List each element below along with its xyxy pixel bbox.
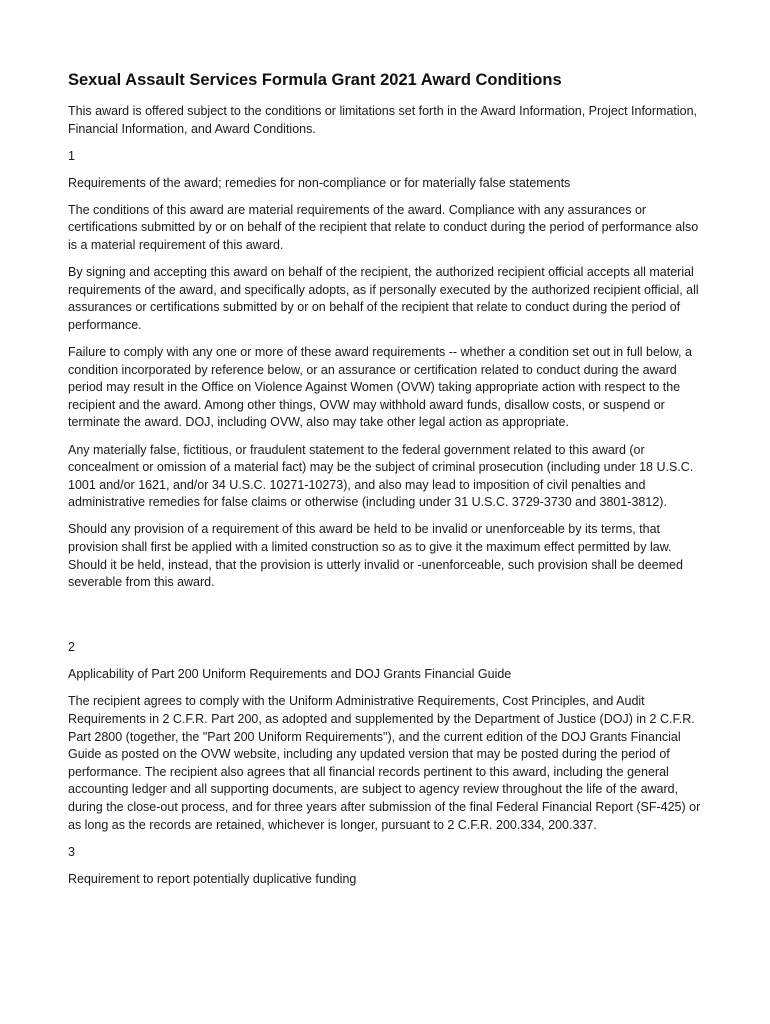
document-page	[68, 70, 708, 898]
section-1-paragraph-1: The conditions of this award are material requirements of the award. Compliance with any assurances or certifications submitted by or on behalf of the recipient that relate to conduct during the period of performance also is a material requirement of this award.	[68, 202, 699, 253]
section-1-number: 1	[68, 148, 75, 163]
section-2-paragraph-1: The recipient agrees to comply with the Uniform Administrative Requirements, Cost Principles, and Audit Requirements in 2 C.F.R. Part 200, as adopted and supplemented by the Department of Justice (DOJ) in 2 C.F.R. Part 2800 (together, the "Part 200 Uniform Requirements"), and the current edition of the DOJ Grants Financial Guide as posted on the OVW website, including any updated version that may be posted during the period of performance. The recipient also agrees that all financial records pertinent to this award, including the general accounting ledger and all supporting documents, are subject to agency review throughout the life of the award, during the close-out process, and for three years after submission of the final Federal Financial Report (SF-425) or as long as the records are retained, whichever is longer, pursuant to 2 C.F.R. 200.334, 200.337.	[68, 694, 701, 832]
section-spacer	[68, 601, 708, 639]
section-3-number: 3	[68, 844, 75, 859]
section-1-paragraph-4: Any materially false, fictitious, or fraudulent statement to the federal government related to this award (or concealment or omission of a material fact) may be the subject of criminal prosecution (including under 18 U.S.C. 1001 and/or 1621, and/or 34 U.S.C. 10271-10273), and also may lead to imposition of civil penalties and administrative remedies for false claims or otherwise (including under 31 U.S.C. 3729-3730 and 3801-3812).	[68, 442, 694, 510]
section-3-heading: Requirement to report potentially duplicative funding	[68, 871, 357, 886]
section-2-heading: Applicability of Part 200 Uniform Requirements and DOJ Grants Financial Guide	[68, 667, 512, 682]
section-1-heading: Requirements of the award; remedies for non-compliance or for materially false statements	[68, 175, 571, 190]
section-1-paragraph-3: Failure to comply with any one or more of these award requirements -- whether a condition set out in full below, a condition incorporated by reference below, or an assurance or certification related to conduct during the award period may result in the Office on Violence Against Women (OVW) taking appropriate action with respect to the recipient and the award. Among other things, OVW may withhold award funds, disallow costs, or suspend or terminate the award. DOJ, including OVW, also may take other legal action as appropriate.	[68, 345, 692, 430]
section-2-number: 2	[68, 640, 75, 655]
document-title: Sexual Assault Services Formula Grant 2021 Award Conditions	[68, 71, 562, 89]
intro-paragraph: This award is offered subject to the conditions or limitations set forth in the Award Information, Project Information, Financial Information, and Award Conditions.	[68, 104, 698, 136]
section-1-paragraph-2: By signing and accepting this award on behalf of the recipient, the authorized recipient official accepts all material requirements of the award, and specifically adopts, as if personally executed by the authorized recipient official, all assurances or certifications submitted by or on behalf of the recipient that relate to conduct during the period of performance.	[68, 265, 699, 332]
section-1-paragraph-5: Should any provision of a requirement of this award be held to be invalid or unenforceable by its terms, that provision shall first be applied with a limited construction so as to give it the maximum effect permitted by law. Should it be held, instead, that the provision is utterly invalid or -unenforceable, such provision shall be deemed severable from this award.	[68, 522, 683, 590]
